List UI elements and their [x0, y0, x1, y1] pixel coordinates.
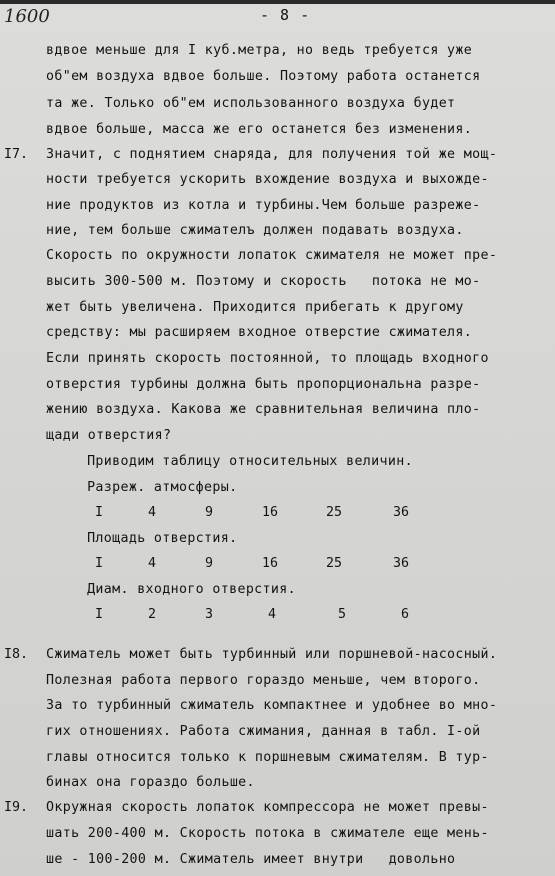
text-line: За то турбинный сжиматель компактнее и удобнее во мно- — [46, 698, 498, 713]
text-line: Если принять скорость постоянной, то площадь входного — [46, 351, 489, 366]
table-cell: I — [95, 607, 104, 622]
text-line: вдвое меньше для I куб.метра, но ведь требуется уже — [46, 43, 473, 58]
table-cell: 9 — [205, 505, 214, 520]
text-line: шать 200-400 м. Скорость потока в сжимателе еще мень- — [46, 826, 489, 841]
scan-edge — [0, 0, 555, 4]
table-label-rarefaction: Разреж. атмосферы. — [62, 480, 238, 495]
paragraph-number-18: I8. — [4, 647, 29, 662]
text-line: ше - 100-200 м. Сжиматель имеет внутри довольно — [46, 852, 456, 867]
text-line: вдвое больше, масса же его останется без изменения. — [46, 122, 473, 137]
text-line: средству: мы расширяем входное отверстие сжимателя. — [46, 325, 473, 340]
text-line: главы относится только к поршневым сжимателям. В тур- — [46, 750, 489, 765]
text-line: Значит, с поднятием снаряда, для получения той же мощ- — [46, 147, 498, 162]
table-label-diameter: Диам. входного отверстия. — [62, 582, 296, 597]
table-cell: I — [95, 556, 104, 571]
text-line: об"ем воздуха вдвое больше. Поэтому работа останется — [46, 69, 481, 84]
table-cell: I — [95, 505, 104, 520]
table-cell: 4 — [148, 556, 157, 571]
text-line: высить 300-500 м. Поэтому и скорость потока не мо- — [46, 274, 481, 289]
archive-mark: 1600 — [4, 6, 50, 27]
paragraph-number-19: I9. — [4, 800, 29, 815]
text-line: отверстия турбины должна быть пропорциональна разре- — [46, 377, 481, 392]
text-line: ности требуется ускорить вхождение воздуха и выхожде- — [46, 172, 489, 187]
paragraph-number-17: I7. — [4, 147, 29, 162]
table-cell: 4 — [268, 607, 277, 622]
text-line: Окружная скорость лопаток компрессора не может превы- — [46, 800, 489, 815]
table-label-area: Площадь отверстия. — [62, 531, 238, 546]
table-cell: 25 — [326, 556, 343, 571]
table-intro: Приводим таблицу относительных величин. — [62, 454, 413, 469]
table-cell: 6 — [401, 607, 410, 622]
text-line: бинах она гораздо больше. — [46, 775, 255, 790]
text-line: та же. Только об"ем использованного воздуха будет — [46, 96, 456, 111]
text-line: Скорость по окружности лопаток сжимателя не может пре- — [46, 248, 498, 263]
page-number: - 8 - — [260, 6, 311, 24]
text-line: жению воздуха. Какова же сравнительная величина пло- — [46, 402, 481, 417]
text-line: Полезная работа первого гораздо меньше, чем второго. — [46, 673, 481, 688]
table-cell: 16 — [262, 505, 279, 520]
table-cell: 25 — [326, 505, 343, 520]
table-cell: 4 — [148, 505, 157, 520]
table-cell: 3 — [205, 607, 214, 622]
table-cell: 2 — [148, 607, 157, 622]
table-cell: 5 — [338, 607, 347, 622]
text-line: Сжиматель может быть турбинный или поршневой-насосный. — [46, 647, 498, 662]
text-line: ние, тем больше сжимателъ должен подавать воздуха. — [46, 223, 464, 238]
table-cell: 9 — [205, 556, 214, 571]
text-line: щади отверстия? — [46, 428, 172, 443]
table-cell: 36 — [393, 505, 410, 520]
text-line: гих отношениях. Работа сжимания, данная в табл. I-ой — [46, 724, 481, 739]
table-cell: 16 — [262, 556, 279, 571]
text-line: ние продуктов из котла и турбины.Чем больше разреже- — [46, 198, 481, 213]
table-cell: 36 — [393, 556, 410, 571]
text-line: жет быть увеличена. Приходится прибегать к другому — [46, 300, 464, 315]
